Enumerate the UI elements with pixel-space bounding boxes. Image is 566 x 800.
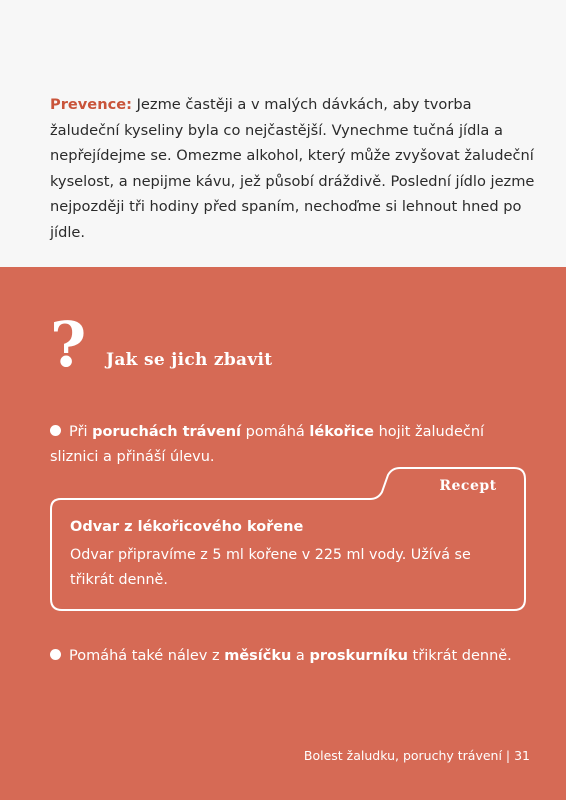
prevention-label: Prevence: — [50, 96, 132, 113]
top-section — [0, 0, 566, 267]
bullet-bold-term: lékořice — [309, 424, 374, 440]
bullet-item-marigold — [50, 644, 530, 669]
question-mark-icon: ? — [50, 308, 87, 381]
page-footer: Bolest žaludku, poruchy trávení | 31 — [303, 748, 530, 763]
prevention-paragraph — [50, 92, 540, 245]
bullet-text: Pomáhá také nálev z — [69, 648, 225, 664]
section-title: Jak se jich zbavit — [106, 350, 273, 370]
bullet-bold-term: poruchách trávení — [92, 424, 242, 440]
bullet-text: třikrát denně. — [407, 648, 512, 664]
bullet-bold-term: měsíčku — [224, 648, 292, 664]
bullet-text: a — [291, 648, 310, 664]
bullet-text: pomáhá — [241, 424, 310, 440]
bullet-text: Při — [69, 424, 93, 440]
bullet-dot-icon — [50, 649, 61, 660]
bullet-dot-icon — [50, 425, 61, 436]
recipe-title: Odvar z lékořicového kořene — [70, 519, 304, 535]
recipe-tab-label: Recept — [439, 478, 497, 494]
bullet-item-licorice — [50, 420, 530, 470]
bullet-text: hojit žaludeční sliznici a přináší úlevu. — [50, 424, 485, 465]
prevention-text: Jezme častěji a v malých dávkách, aby tvorba žaludeční kyseliny byla co nejčastější. Vynechme tučná jídla a nepřejídejme se. Omezme alkohol, který může zvyšovat žaludeční kyselost, a nepijme kávu, jež působí dráždivě. Poslední jídlo jezme nejpozději tři hodiny před spaním, nechoďme si lehnout hned po jídle. — [50, 96, 535, 241]
recipe-body: Odvar připravíme z 5 ml kořene v 225 ml vody. Užívá se třikrát denně. — [70, 547, 471, 588]
bullet-bold-term: proskurníku — [309, 648, 408, 664]
